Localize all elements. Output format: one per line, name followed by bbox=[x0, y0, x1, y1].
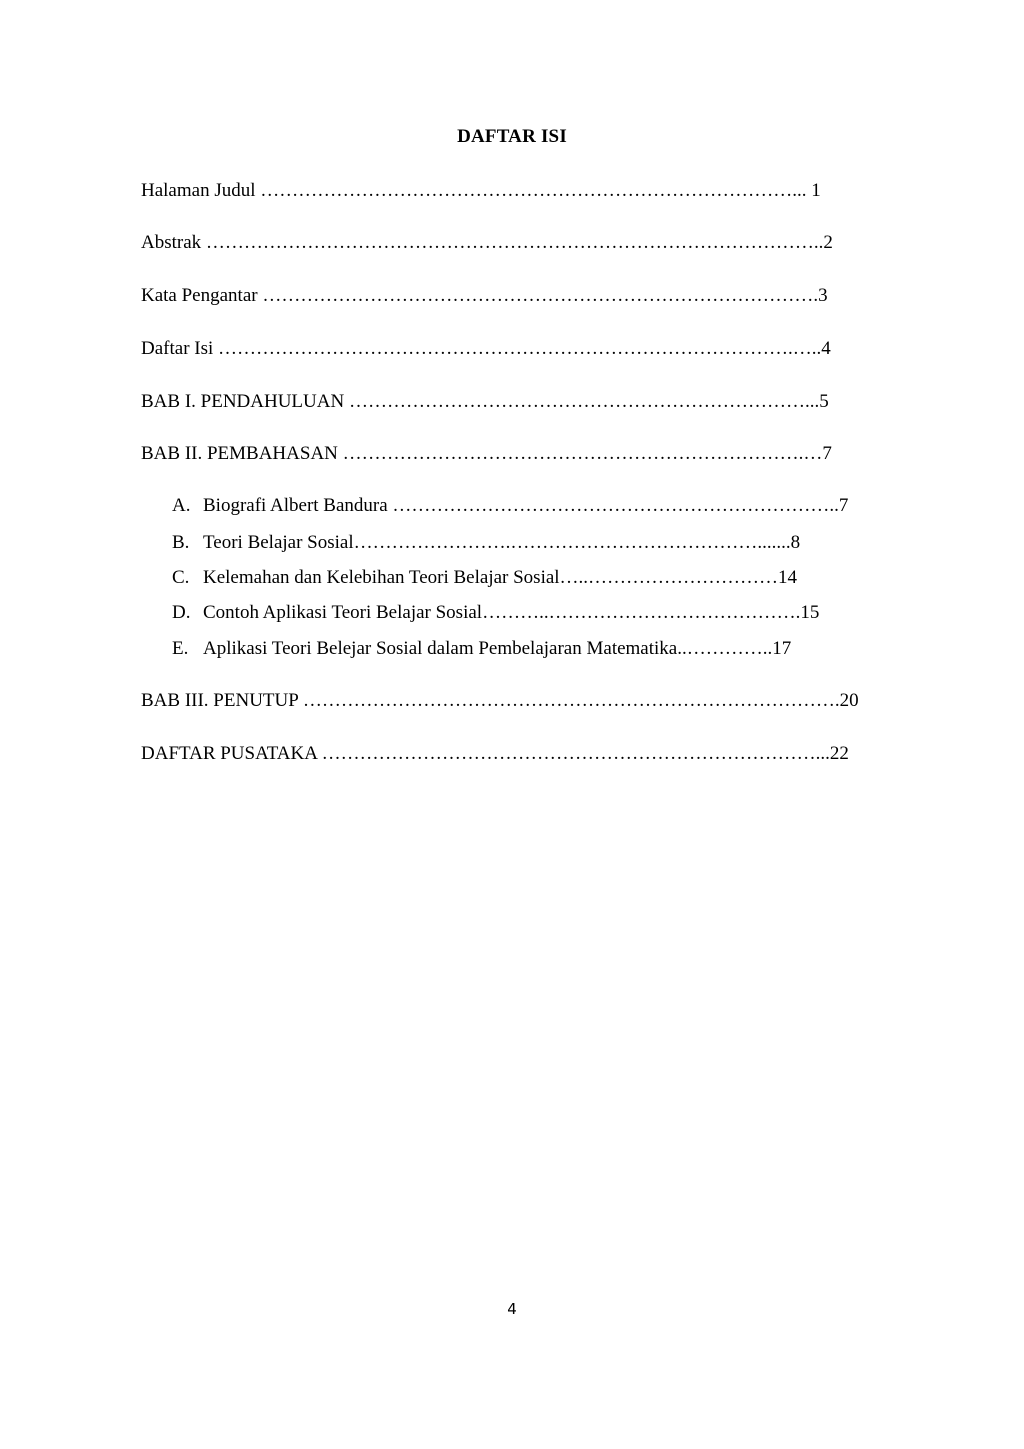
toc-subentry-c bbox=[172, 567, 797, 589]
toc-subentry-letter: C. bbox=[172, 567, 190, 588]
toc-subentry-letter: D. bbox=[172, 602, 191, 623]
toc-subentry-e bbox=[172, 638, 791, 660]
toc-subentry-b bbox=[172, 532, 800, 554]
toc-entry-daftar-pustaka: DAFTAR PUSATAKA ……………………………………………………………………...22 bbox=[141, 743, 849, 764]
toc-entry-halaman-judul: Halaman Judul …………………………………………………………………………... 1 bbox=[141, 180, 821, 201]
toc-subentry-text: Biografi Albert Bandura ……………………………………………………………..7 bbox=[203, 495, 849, 516]
page-number: 4 bbox=[507, 1300, 517, 1318]
toc-entry-bab-2: BAB II. PEMBAHASAN ……………………………………………………………….…7 bbox=[141, 443, 832, 464]
toc-subentry-letter: E. bbox=[172, 638, 189, 659]
toc-subentry-letter: A. bbox=[172, 495, 191, 516]
toc-entry-bab-1: BAB I. PENDAHULUAN ………………………………………………………………...5 bbox=[141, 391, 829, 412]
toc-subentry-d bbox=[172, 602, 819, 624]
toc-entry-abstrak: Abstrak ……………………………………………………………………………………..2 bbox=[141, 232, 833, 253]
toc-subentry-text: Aplikasi Teori Belejar Sosial dalam Pembelajaran Matematika..…………..17 bbox=[203, 638, 792, 659]
toc-entry-bab-3: BAB III. PENUTUP ………………………………………………………………………….20 bbox=[141, 690, 859, 711]
toc-entry-kata-pengantar: Kata Pengantar …………………………………………………………………………….3 bbox=[141, 285, 828, 306]
page-title: DAFTAR ISI bbox=[457, 126, 567, 147]
toc-subentry-letter: B. bbox=[172, 532, 190, 553]
toc-subentry-text: Teori Belajar Sosial…………………….………………………………….......8 bbox=[203, 532, 801, 553]
toc-subentry-a bbox=[172, 495, 848, 517]
toc-entry-daftar-isi: Daftar Isi ……………………………………………………………………………….…..4 bbox=[141, 338, 831, 359]
toc-subentry-text: Kelemahan dan Kelebihan Teori Belajar Sosial…..…………………………14 bbox=[203, 567, 798, 588]
toc-subentry-text: Contoh Aplikasi Teori Belajar Sosial………..………………………………….15 bbox=[203, 602, 820, 623]
